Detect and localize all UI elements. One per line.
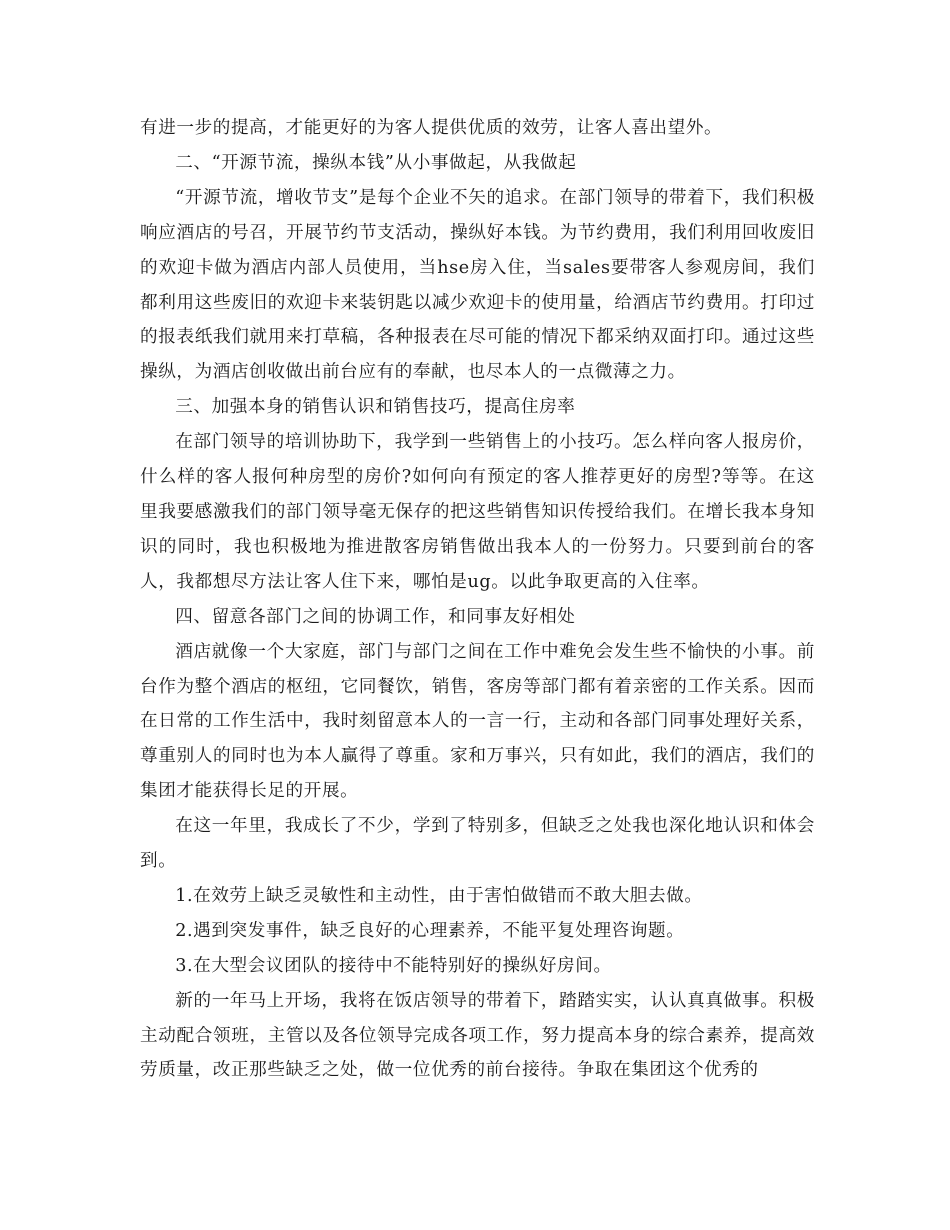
paragraph-reflection: 在这一年里，我成长了不少，学到了特别多，但缺乏之处我也深化地认识和体会到。 (140, 816, 815, 872)
list-item-3: 3.在大型会议团队的接待中不能特别好的操纵好房间。 (175, 955, 612, 976)
list-item-2: 2.遇到突发事件，缺乏良好的心理素养，不能平复处理咨询题。 (175, 920, 685, 941)
paragraph-continuation: 有进一步的提高，才能更好的为客人提供优质的效劳，让客人喜出望外。 (140, 118, 723, 138)
section-heading-2: 二、“开源节流，操纵本钱”从小事做起，从我做起 (175, 152, 577, 173)
document-body (140, 111, 815, 1088)
paragraph-new-year: 新的一年马上开场，我将在饭店领导的带着下，踏踏实实，认认真真做事。积极主动配合领班，主管以及各位领导完成各项工作，努力提高本身的综合素养，提高效劳质量，改正那些缺乏之处，做一位优秀的前台接待。争取在集团这个优秀的 (140, 990, 815, 1081)
section-heading-3: 三、加强本身的销售认识和销售技巧，提高住房率 (175, 397, 576, 418)
paragraph-sales-skills: 在部门领导的培训协助下，我学到一些销售上的小技巧。怎么样向客人报房价，什么样的客人报何种房型的房价?如何向有预定的客人推荐更好的房型?等等。在这里我要感激我们的部门领导毫无保存的把这些销售知识传授给我们。在增长我本身知识的同时，我也积极地为推进散客房销售做出我本人的一份努力。只要到前台的客人，我都想尽方法让客人住下来，哪怕是ug。以此争取更高的入住率。 (140, 432, 815, 592)
list-item-1: 1.在效劳上缺乏灵敏性和主动性，由于害怕做错而不敢大胆去做。 (175, 885, 703, 906)
section-heading-4: 四、留意各部门之间的协调工作，和同事友好相处 (175, 606, 576, 627)
paragraph-cost-saving: “开源节流，增收节支”是每个企业不矢的追求。在部门领导的带着下，我们积极响应酒店的号召，开展节约节支活动，操纵好本钱。为节约费用，我们利用回收废旧的欢迎卡做为酒店内部人员使用，当hse房入住，当sales要带客人参观房间，我们都利用这些废旧的欢迎卡来装钥匙以减少欢迎卡的使用量，给酒店节约费用。打印过的报表纸我们就用来打草稿，各种报表在尽可能的情况下都采纳双面打印。通过这些操纵，为酒店创收做出前台应有的奉献，也尽本人的一点微薄之力。 (140, 187, 815, 383)
paragraph-coordination: 酒店就像一个大家庭，部门与部门之间在工作中难免会发生些不愉快的小事。前台作为整个酒店的枢纽，它同餐饮，销售，客房等部门都有着亲密的工作关系。因而在日常的工作生活中，我时刻留意本人的一言一行，主动和各部门同事处理好关系，尊重别人的同时也为本人赢得了尊重。家和万事兴，只有如此，我们的酒店，我们的集团才能获得长足的开展。 (140, 641, 815, 802)
